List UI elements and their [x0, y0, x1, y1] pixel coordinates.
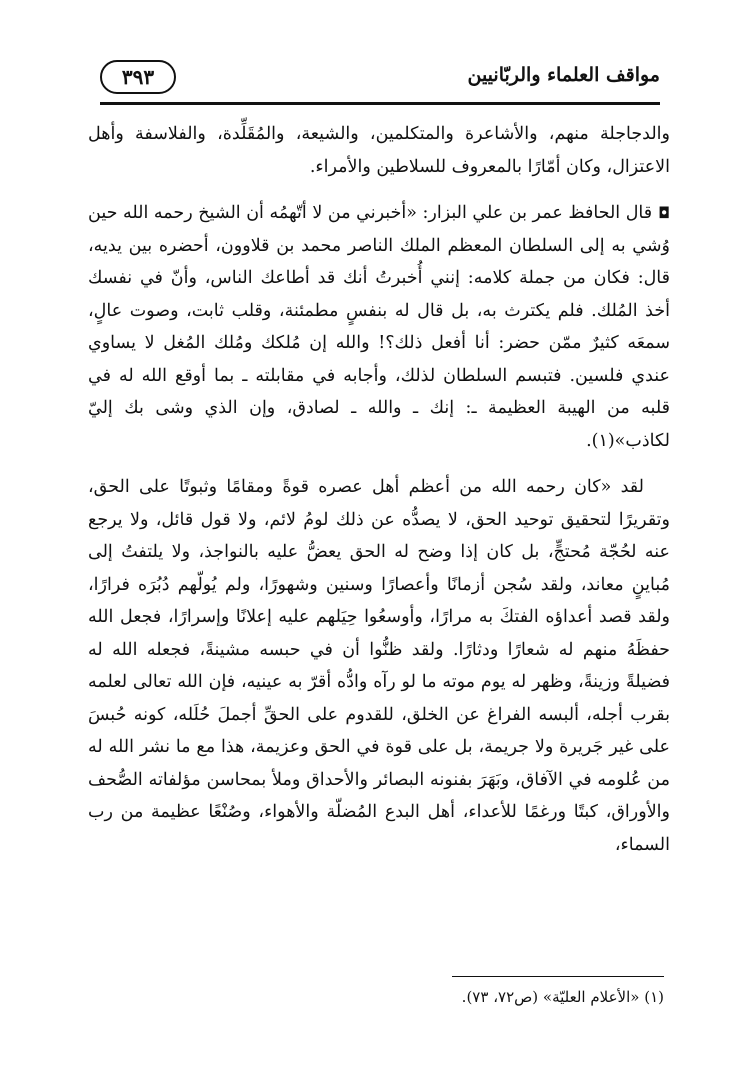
body-text: [88, 118, 670, 861]
running-title: مواقف العلماء والربّانيين: [467, 64, 660, 86]
page-number: ٣٩٣: [100, 60, 176, 94]
paragraph-2: [88, 197, 670, 457]
footnote: (١) «الأعلام العليّة» (ص٧٢، ٧٣).: [461, 988, 664, 1006]
bullet-icon: ◘: [658, 204, 670, 222]
header-rule: [100, 102, 660, 105]
paragraph-1: والدجاجلة منهم، والأشاعرة والمتكلمين، والشيعة، والمُقَلِّدة، والفلاسفة وأهل الاعتزال، وكان أمّارًا بالمعروف للسلاطين والأمراء.: [88, 124, 670, 177]
paragraph-3: لقد «كان رحمه الله من أعظم أهل عصره قوةً ومقامًا وثبوتًا على الحق، وتقريرًا لتحقيق توحيد الحق، لا يصدُّه عن ذلك لومُ لائم، ولا قول قائل، ولا يرجع عنه لحُجّة مُحتجٍّ، بل كان إذا وضح له الحق يعضُّ عليه بالنواجذ، ولا يلتفتُ إلى مُباينٍ معاند، ولقد سُجن أزمانًا وأعصارًا وسنين وشهورًا، ولم يُولّهم دُبُرَه فرارًا، ولقد قصد أعداؤه الفتكَ به مرارًا، وأوسعُوا حِيَلهم عليه إعلانًا وإسرارًا، فجعل الله حفظَهُ منهم له شعارًا ودثارًا. ولقد ظنُّوا أن في حبسه مشينةً، فجعله الله له فضيلةً وزينةً، وظهر له يوم موته ما لو رآه وادُّه أقرّ به عينيه، فإن الله تعالى لعلمه بقرب أجله، ألبسه الفراغ عن الخلق، للقدوم على الحقِّ أجملَ حُلَله، كونه حُبسَ على غير جَريرة ولا جريمة، بل على قوة في الحق وعزيمة، هذا مع ما نشر الله له من عُلومه في الآفاق، وبَهَرَ بفنونه البصائر والأحداق وملأ بمحاسن مؤلفاته الصُّحف والأوراق، كبتًا ورغمًا للأعداء، أهل البدع المُضلّة والأهواء، وصُنْعًا عظيمة من رب السماء،: [88, 477, 670, 855]
footnote-rule: [452, 976, 664, 977]
paragraph-2-text: قال الحافظ عمر بن علي البزار: «أخبرني من لا أتّهمُه أن الشيخ رحمه الله حين وُشي به إلى السلطان المعظم الملك الناصر محمد بن قلاوون، أحضره بين يديه، قال: فكان من جملة كلامه: إنني أُخبرتُ أنك قد أطاعك الناس، وأنّ في نفسك أخذ المُلك. فلم يكترث به، بل قال له بنفسٍ مطمئنة، وقلب ثابت، وصوت عالٍ، سمعَه كثيرٌ ممّن حضر: أنا أفعل ذلك؟! والله إن مُلكك ومُلك المُغل لا يساوي عندي فلسين. فتبسم السلطان لذلك، وأجابه في مقابلته ـ بما أوقع الله له في قلبه من الهيبة العظيمة ـ: إنك ـ والله ـ لصادق، وإن الذي وشى بك إليّ لكاذب»(١).: [88, 203, 670, 451]
page-header: [100, 60, 660, 100]
